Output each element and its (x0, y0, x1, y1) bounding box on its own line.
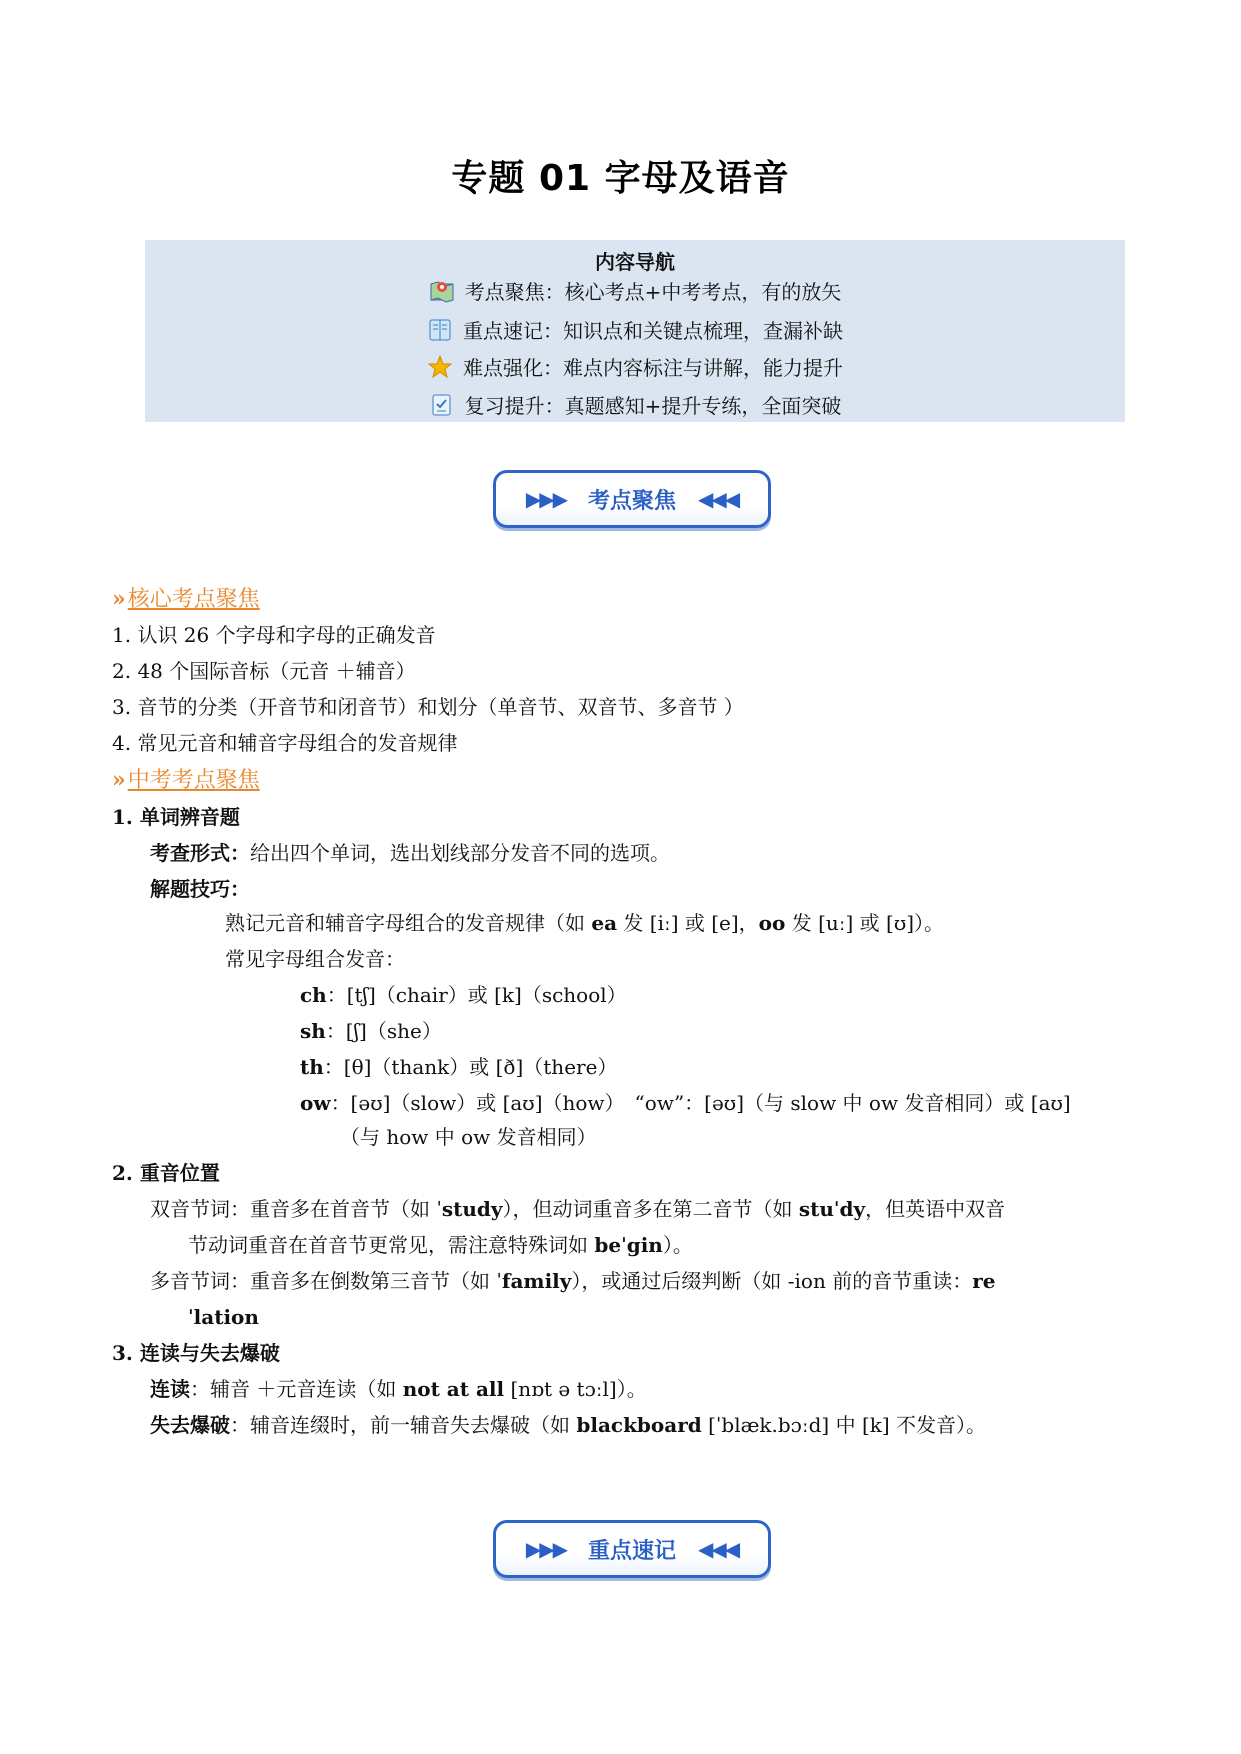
nav-item-focus (145, 276, 1125, 305)
section-banner-focus (493, 470, 771, 528)
star-icon (427, 354, 453, 380)
banner-arrows-left: ▶▶▶ (525, 487, 566, 511)
banner-label: 考点聚焦 (587, 488, 676, 514)
section-title: 2. 重音位置 (112, 1161, 220, 1185)
nav-item-label: 复习提升：真题感知+提升专练，全面突破 (464, 394, 842, 418)
nav-item-notes (145, 315, 1125, 344)
double-chevron-icon: » (112, 586, 120, 612)
exam-heading (112, 767, 260, 794)
banner-label: 重点速记 (587, 1538, 676, 1564)
content-navigation-box (145, 240, 1125, 422)
page-title: 专题 01 字母及语音 (451, 158, 790, 199)
core-item: 3. 音节的分类（开音节和闭音节）和划分（单音节、双音节、多音节 ） (112, 695, 744, 719)
nav-item-label: 重点速记：知识点和关键点梳理，查漏补缺 (463, 319, 843, 343)
exam-heading-text: 中考考点聚焦 (127, 768, 260, 793)
phonics-sh: sh：[ʃ]（she） (300, 1019, 442, 1043)
phonics-ow: ow：[əʊ]（slow）或 [aʊ]（how） “ow”：[əʊ]（与 slow 中 ow 发音相同）或 [aʊ] (300, 1091, 1071, 1115)
stress-line: ˈlation (188, 1305, 259, 1329)
core-heading (112, 586, 260, 613)
nav-item-label: 难点强化：难点内容标注与讲解，能力提升 (463, 356, 843, 380)
core-heading-text: 核心考点聚焦 (127, 587, 260, 612)
book-icon (427, 317, 453, 343)
core-item: 4. 常见元音和辅音字母组合的发音规律 (112, 731, 458, 755)
loss-of-plosion-line: 失去爆破：辅音连缀时，前一辅音失去爆破（如 blackboard [ˈblæk.bɔːd] 中 [k] 不发音）。 (150, 1413, 987, 1437)
stress-line: 节动词重音在首音节更常见，需注意特殊词如 beˈgin）。 (188, 1233, 693, 1257)
section-banner-notes (493, 1520, 771, 1578)
banner-arrows-right: ◀◀◀ (698, 1537, 739, 1561)
double-chevron-icon: » (112, 767, 120, 793)
exam-form-line: 考查形式：给出四个单词，选出划线部分发音不同的选项。 (150, 841, 670, 865)
stress-line: 多音节词：重音多在倒数第三音节（如 ˈfamily），或通过后缀判断（如 -ion 前的音节重读：re (150, 1269, 996, 1293)
exam-tips-label: 解题技巧： (150, 877, 250, 901)
banner-arrows-left: ▶▶▶ (525, 1537, 566, 1561)
phonics-ch: ch：[tʃ]（chair）或 [k]（school） (300, 983, 627, 1007)
nav-heading: 内容导航 (595, 250, 675, 274)
tip-line: 熟记元音和辅音字母组合的发音规律（如 ea 发 [iː] 或 [e]，oo 发 [uː] 或 [ʊ]）。 (225, 911, 945, 935)
core-item: 1. 认识 26 个字母和字母的正确发音 (112, 623, 436, 647)
tip-line: 常见字母组合发音： (225, 947, 405, 971)
phonics-ow-cont: （与 how 中 ow 发音相同） (340, 1125, 597, 1149)
section-title: 3. 连读与失去爆破 (112, 1341, 280, 1365)
checklist-icon (429, 392, 455, 418)
map-icon (429, 278, 455, 304)
liaison-line: 连读：辅音 ＋元音连读（如 not at all [nɒt ə tɔːl]）。 (150, 1377, 647, 1401)
nav-item-difficulty (145, 352, 1125, 381)
core-item: 2. 48 个国际音标（元音 ＋辅音） (112, 659, 416, 683)
nav-item-review (145, 390, 1125, 419)
stress-line: 双音节词：重音多在首音节（如 ˈstudy），但动词重音多在第二音节（如 stuˈdy，但英语中双音 (150, 1197, 1006, 1221)
phonics-th: th：[θ]（thank）或 [ð]（there） (300, 1055, 618, 1079)
section-title: 1. 单词辨音题 (112, 805, 240, 829)
nav-item-label: 考点聚焦：核心考点+中考考点，有的放矢 (464, 280, 842, 304)
banner-arrows-right: ◀◀◀ (698, 487, 739, 511)
